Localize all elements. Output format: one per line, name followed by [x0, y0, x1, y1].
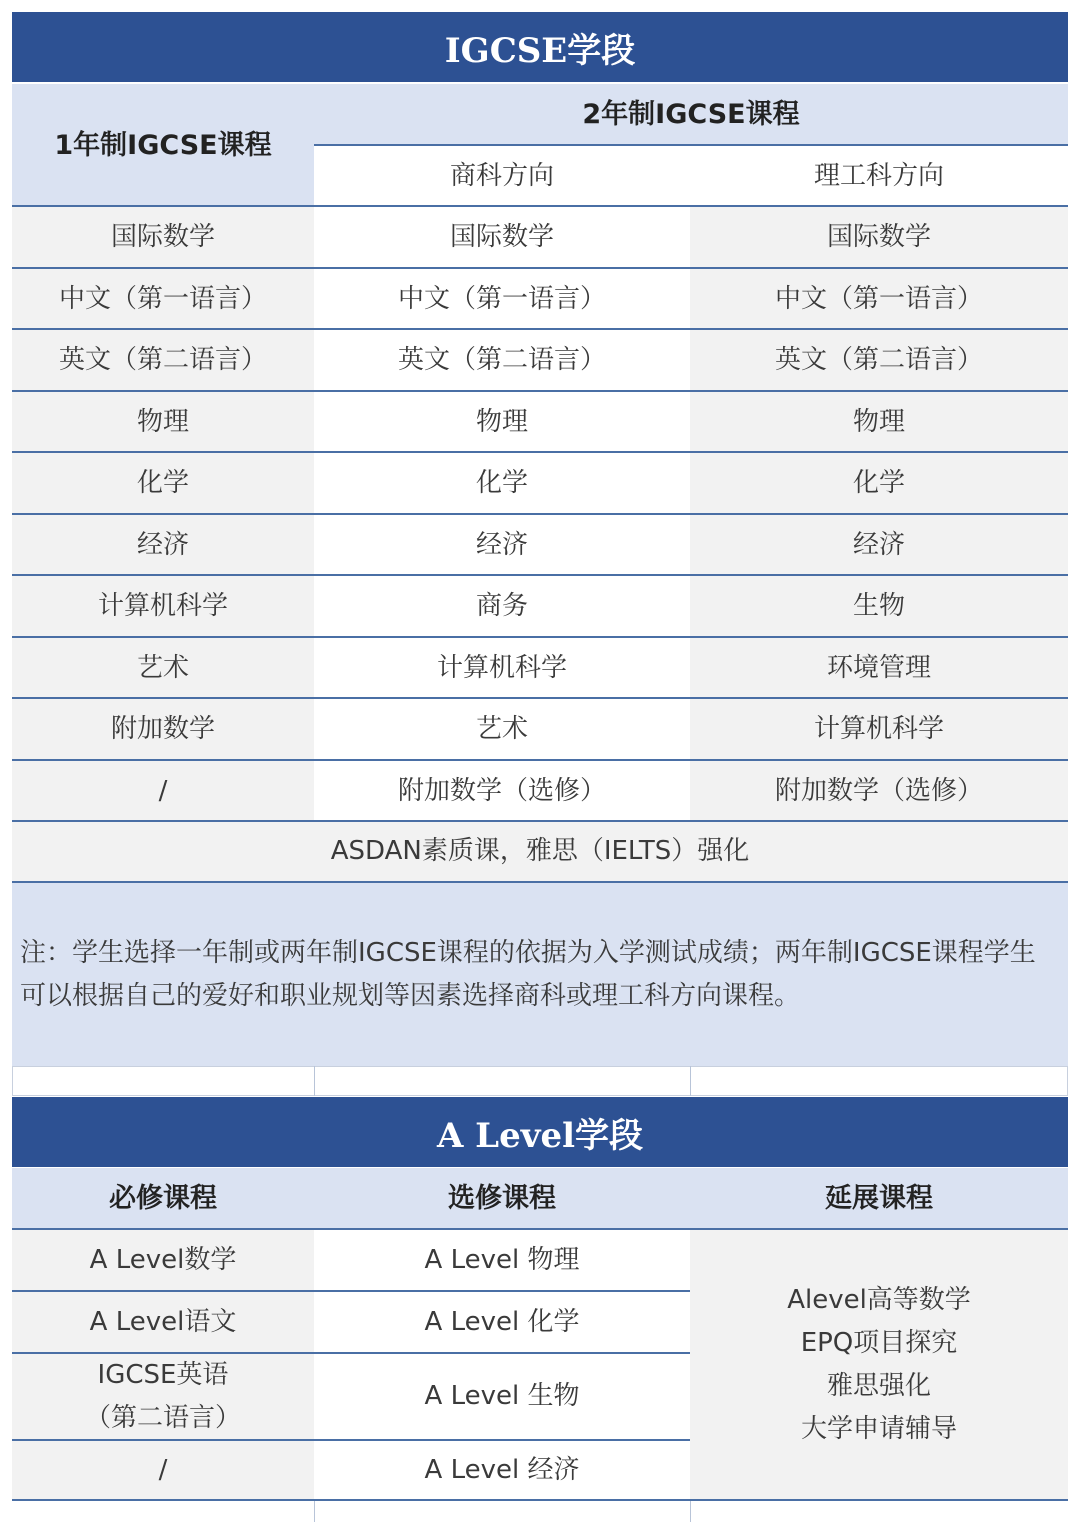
igcse-cell-label: 化学 — [475, 467, 528, 498]
extension-item: 雅思强化 — [826, 1370, 931, 1401]
igcse-cell — [690, 515, 1068, 575]
igcse-cell — [690, 699, 1068, 759]
igcse-cell — [690, 453, 1068, 513]
igcse-cell-label: 物理 — [475, 406, 528, 437]
igcse-cell-label: 经济 — [475, 529, 528, 560]
extension-item: 大学申请辅导 — [800, 1413, 957, 1444]
required-cell — [12, 1441, 314, 1499]
igcse-cell — [314, 761, 690, 821]
alevel-title: A Level学段 — [436, 1115, 644, 1156]
igcse-cell — [314, 392, 690, 452]
igcse-cell — [12, 515, 314, 575]
igcse-cell — [314, 515, 690, 575]
igcse-cell — [12, 761, 314, 821]
igcse-cell — [690, 207, 1068, 267]
elective-cell-label: A Level 生物 — [424, 1381, 580, 1411]
alevel-title-banner — [12, 1097, 1068, 1167]
igcse-cell-label: 化学 — [852, 467, 905, 498]
one-year-header — [12, 84, 314, 206]
igcse-cell — [12, 207, 314, 267]
extension-item: Alevel高等数学 — [787, 1284, 971, 1315]
igcse-cell — [690, 392, 1068, 452]
igcse-cell — [12, 269, 314, 329]
igcse-cell-label: 英文（第二语言） — [58, 344, 267, 375]
required-cell — [12, 1292, 314, 1352]
elective-cell — [314, 1292, 690, 1352]
igcse-cell — [690, 330, 1068, 390]
required-header-label: 必修课程 — [109, 1182, 217, 1214]
required-cell — [12, 1354, 314, 1439]
science-header-label: 理工科方向 — [813, 160, 944, 191]
igcse-cell-label: 商务 — [475, 590, 528, 621]
igcse-cell-label: 英文（第二语言） — [397, 344, 606, 375]
science-header — [690, 146, 1068, 206]
elective-cell-label: A Level 经济 — [424, 1454, 580, 1485]
required-cell-label: A Level数学 — [89, 1244, 237, 1275]
igcse-cell-label: 艺术 — [475, 713, 528, 744]
extension-cell — [690, 1230, 1068, 1499]
elective-cell — [314, 1354, 690, 1439]
header-divider — [314, 144, 1068, 146]
igcse-cell-label: 经济 — [852, 529, 905, 560]
required-header — [12, 1168, 314, 1228]
asdan-row — [12, 822, 1068, 881]
igcse-cell — [690, 761, 1068, 821]
igcse-note-text: 注：学生选择一年制或两年制IGCSE课程的依据为入学测试成绩；两年制IGCSE课程学生可以根据自己的爱好和职业规划等因素选择商科或理工科方向课程。 — [20, 937, 1036, 1011]
elective-cell — [314, 1441, 690, 1499]
igcse-cell-label: 计算机科学 — [813, 713, 944, 744]
required-cell-label: A Level语文 — [89, 1306, 237, 1337]
igcse-cell — [12, 392, 314, 452]
igcse-cell — [314, 453, 690, 513]
required-cell-label: IGCSE英语 （第二语言） — [84, 1359, 241, 1433]
elective-cell — [314, 1230, 690, 1290]
igcse-cell — [12, 576, 314, 636]
elective-cell-label: A Level 化学 — [424, 1306, 580, 1337]
asdan-row-label: ASDAN素质课，雅思（IELTS）强化 — [330, 836, 750, 866]
igcse-cell-label: 中文（第一语言） — [397, 283, 606, 314]
igcse-cell-label: 附加数学 — [110, 713, 215, 744]
bottom-spacer — [12, 1501, 1068, 1522]
igcse-note — [12, 883, 1068, 1066]
igcse-cell-label: 英文（第二语言） — [774, 344, 983, 375]
igcse-cell — [314, 638, 690, 698]
igcse-cell-label: 计算机科学 — [436, 652, 567, 683]
igcse-cell-label: 经济 — [136, 529, 189, 560]
igcse-cell — [12, 699, 314, 759]
one-year-header-label: 1年制IGCSE课程 — [54, 129, 272, 161]
business-header-label: 商科方向 — [449, 160, 554, 191]
business-header — [314, 146, 690, 206]
spacer-divider-2 — [690, 1066, 691, 1096]
igcse-title: IGCSE学段 — [444, 30, 636, 71]
spacer-divider-1 — [314, 1066, 315, 1096]
igcse-cell-label: / — [158, 775, 168, 806]
igcse-cell — [314, 576, 690, 636]
spacer-row — [12, 1066, 1068, 1096]
igcse-cell — [690, 576, 1068, 636]
alevel-row-divider — [12, 1290, 690, 1292]
igcse-cell — [12, 638, 314, 698]
extension-header-label: 延展课程 — [825, 1182, 933, 1214]
alevel-row-divider — [12, 1352, 690, 1354]
extension-item: EPQ项目探究 — [800, 1327, 958, 1358]
igcse-cell-label: 物理 — [136, 406, 189, 437]
igcse-cell-label: 计算机科学 — [97, 590, 228, 621]
igcse-cell-label: 物理 — [852, 406, 905, 437]
igcse-cell-label: 艺术 — [136, 652, 189, 683]
igcse-cell — [12, 330, 314, 390]
igcse-cell — [314, 269, 690, 329]
igcse-cell-label: 附加数学（选修） — [397, 775, 606, 806]
igcse-cell-label: 中文（第一语言） — [774, 283, 983, 314]
igcse-cell-label: 化学 — [136, 467, 189, 498]
igcse-title-banner — [12, 12, 1068, 82]
elective-header-label: 选修课程 — [448, 1182, 556, 1214]
igcse-cell-label: 国际数学 — [110, 221, 215, 252]
igcse-cell-label: 国际数学 — [826, 221, 931, 252]
bottom-spacer-divider-1 — [314, 1501, 315, 1522]
igcse-cell-label: 附加数学（选修） — [774, 775, 983, 806]
igcse-cell — [314, 699, 690, 759]
extension-header — [690, 1168, 1068, 1228]
igcse-cell — [314, 330, 690, 390]
elective-header — [314, 1168, 690, 1228]
igcse-cell-label: 生物 — [852, 590, 905, 621]
alevel-row-divider — [12, 1439, 690, 1441]
igcse-cell — [314, 207, 690, 267]
bottom-spacer-divider-2 — [690, 1501, 691, 1522]
required-cell-label: / — [158, 1454, 168, 1485]
igcse-cell-label: 环境管理 — [826, 652, 931, 683]
igcse-cell-label: 中文（第一语言） — [58, 283, 267, 314]
two-year-header-label: 2年制IGCSE课程 — [582, 98, 800, 130]
igcse-cell — [690, 269, 1068, 329]
igcse-cell-label: 国际数学 — [449, 221, 554, 252]
igcse-cell — [690, 638, 1068, 698]
required-cell — [12, 1230, 314, 1290]
igcse-cell — [12, 453, 314, 513]
elective-cell-label: A Level 物理 — [424, 1244, 580, 1275]
two-year-header — [314, 84, 1068, 144]
